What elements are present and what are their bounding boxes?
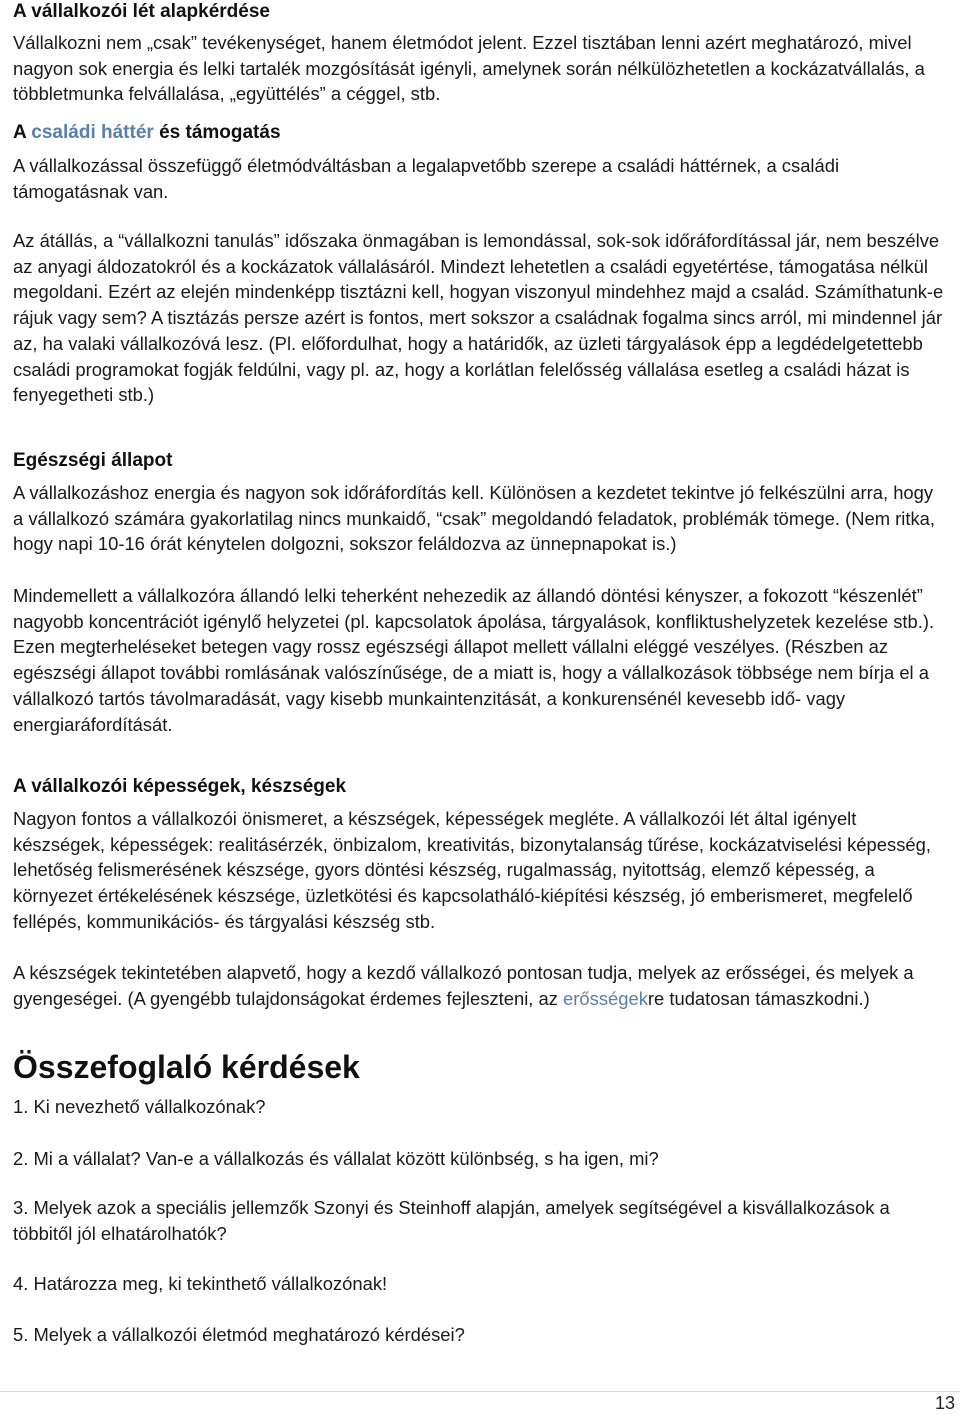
section-heading-business-life: A vállalkozói lét alapkérdése bbox=[13, 1, 270, 22]
question-3: 3. Melyek azok a speciális jellemzők Szonyi és Steinhoff alapján, amelyek segítségével a kisvállalkozások a többitől jól elhatárolhatók? bbox=[13, 1197, 890, 1244]
paragraph-health-energy: A vállalkozáshoz energia és nagyon sok időráfordítás kell. Különösen a kezdetet tekintve jó felkészülni arra, hogy a vállalkozó számára gyakorlatilag nincs munkaidő, “csak” megoldandó feladatok, problémák tömege. (Nem ritka, hogy napi 10-16 órát kénytelen dolgozni, sokszor feláldozva az ünnepnapokat is.) bbox=[13, 482, 936, 555]
paragraph-transition: Az átállás, a “vállalkozni tanulás” időszaka önmagában is lemondással, sok-sok időráfordítással jár, nem beszélve az anyagi áldozatokról és a kockázatok vállalásáról. Mindezt lehetetlen a családi egyetértése, támogatása nélkül megoldani. Ezért az elején mindenképp tisztázni kell, hogyan viszonyul mindehhez majd a család. Számíthatunk-e rájuk vagy sem? A tisztázás persze azért is fontos, mert sokszor a családnak fogalma sincs arról, mi mindennel jár az, ha valaki vállalkozóvá lesz. (Pl. előfordulhat, hogy a határidők, az üzleti tárgyalások épp a legdédelgetettebb családi programokat fogják feldúlni, vagy pl. az, hogy a korlátlan felelősség vállalása esetleg a családi házat is fenyegetheti stb.) bbox=[13, 230, 944, 406]
footer-divider bbox=[0, 1391, 960, 1392]
paragraph-family-support: A vállalkozással összefüggő életmódváltásban a legalapvetőbb szerepe a családi háttérnek, a családi támogatásnak van. bbox=[13, 155, 840, 202]
section-heading-health: Egészségi állapot bbox=[13, 450, 173, 471]
strengths-text-post: re tudatosan támaszkodni.) bbox=[647, 987, 870, 1009]
strengths-link[interactable]: erősségek bbox=[563, 987, 648, 1009]
heading-text-post: és támogatás bbox=[153, 122, 281, 143]
page-number: 13 bbox=[934, 1393, 955, 1413]
paragraph-skills-list: Nagyon fontos a vállalkozói önismeret, a készségek, képességek megléte. A vállalkozói lét által igényelt készségek, képességek: realitásérzék, önbizalom, kreativitás, bizonytalanság tűrése, kockázatviselési képesség, lehetőség felismerésének készsége, gyors döntési készség, rugalmasság, nyitottság, elemző képesség, a környezet értékelésének készsége, üzletkötési és kapcsolatháló-kiépítési készség, jó emberismeret, megfelelő fellépés, kommunikációs- és tárgyalási készség stb. bbox=[13, 808, 931, 932]
paragraph-strengths bbox=[13, 960, 948, 1011]
strengths-text-pre: A készségek tekintetében alapvető, hogy a kezdő vállalkozó pontosan tudja, melyek az erősségei, és melyek a gyengeségei. (A gyengébb tulajdonságokat érdemes fejleszteni, az bbox=[13, 962, 914, 1009]
family-background-link[interactable]: családi háttér bbox=[31, 122, 154, 143]
question-1: 1. Ki nevezhető vállalkozónak? bbox=[13, 1096, 266, 1117]
question-4: 4. Határozza meg, ki tekinthető vállalkozónak! bbox=[13, 1273, 388, 1294]
question-2: 2. Mi a vállalat? Van-e a vállalkozás és vállalat között különbség, s ha igen, mi? bbox=[13, 1148, 659, 1169]
paragraph-business-life: Vállalkozni nem „csak” tevékenységet, hanem életmódot jelent. Ezzel tisztában lenni azért meghatározó, mivel nagyon sok energia és lelki tartalék mozgósítását igényli, amelynek során nélkülözhetetlen a kockázatvállalás, a többletmunka felvállalása, „együttélés” a céggel, stb. bbox=[13, 32, 925, 105]
paragraph-health-burden: Mindemellett a vállalkozóra állandó lelki teherként nehezedik az állandó döntési kényszer, a fokozott “készenlét” nagyobb koncentrációt igénylő helyzetei (pl. kapcsolatok ápolása, tárgyalások, konfliktushelyzetek kezelése stb.). Ezen megterheléseket betegen vagy rossz egészségi állapot mellett vállalni eléggé veszélyes. (Részben az egészségi állapot további romlásának valószínűsége, de a miatt is, hogy a vállalkozások többsége nem bírja el a vállalkozó tartós távolmaradását, vagy kisebb munkaintenzitását, a konkurensénél kevesebb idő- vagy energiaráfordítását. bbox=[13, 585, 935, 735]
question-5: 5. Melyek a vállalkozói életmód meghatározó kérdései? bbox=[13, 1324, 465, 1345]
summary-questions-title: Összefoglaló kérdések bbox=[13, 1049, 360, 1085]
section-heading-family-background bbox=[13, 120, 948, 146]
heading-text-pre: A bbox=[13, 122, 32, 143]
section-heading-skills: A vállalkozói képességek, készségek bbox=[13, 776, 347, 797]
